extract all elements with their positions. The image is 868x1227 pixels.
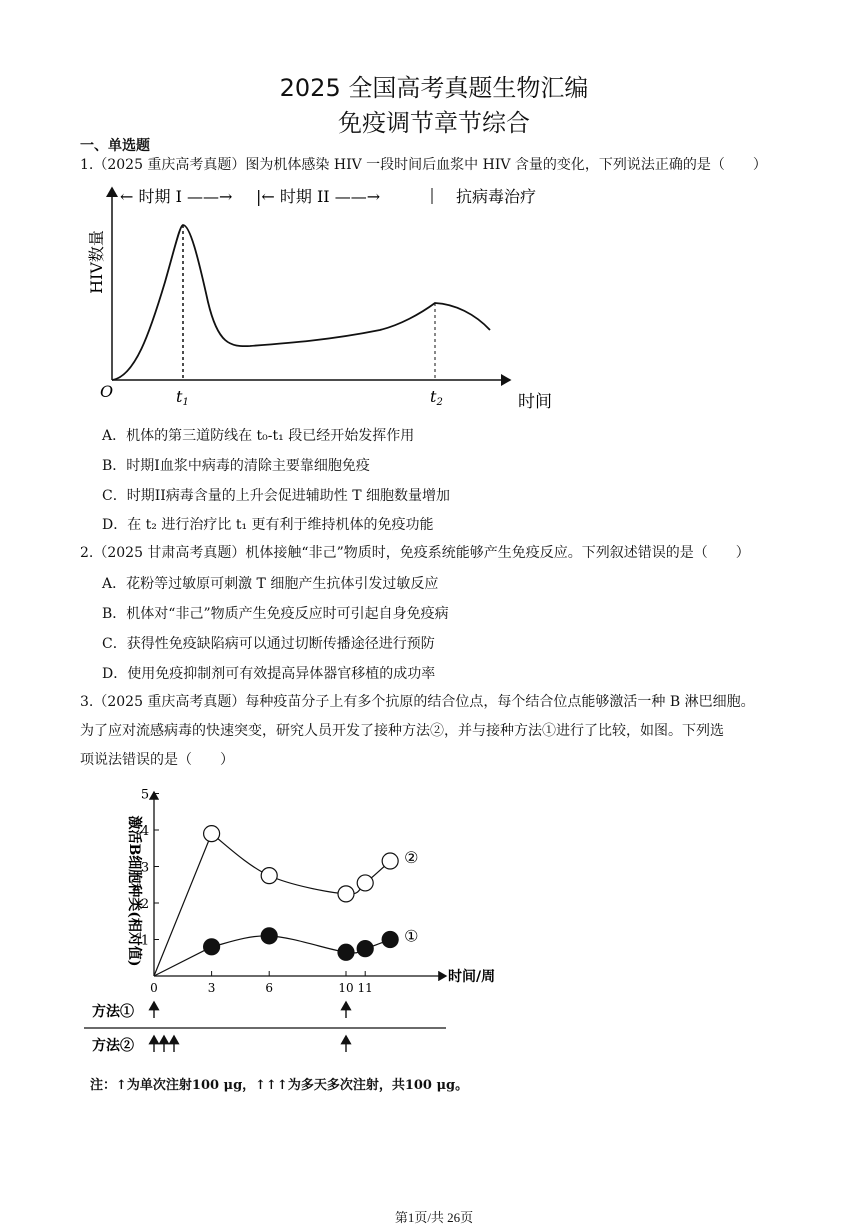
- y-tick-label: 5: [140, 788, 150, 803]
- q1-x-label: 时间: [518, 392, 552, 412]
- y-tick-label: 1: [140, 933, 150, 949]
- page-footer: 第1页/共 26页: [394, 1210, 474, 1225]
- doc-subtitle: 免疫调节章节综合: [338, 109, 530, 137]
- x-tick-label: 0: [150, 981, 158, 995]
- q3-note: 注：↑为单次注射100 μg，↑↑↑为多天多次注射，共100 μg。: [90, 1078, 469, 1093]
- data-point: [204, 939, 220, 955]
- series-label: ①: [404, 926, 419, 946]
- data-point: [357, 875, 373, 891]
- x-tick-label: 6: [265, 981, 274, 995]
- q2-option-d[interactable]: D．使用免疫抑制剂可有效提高异体器官移植的成功率: [102, 666, 436, 682]
- q1-period2: |← 时期 II ——→: [256, 187, 381, 206]
- data-point: [261, 928, 277, 944]
- data-point: [382, 932, 398, 948]
- series-label: ②: [404, 848, 419, 868]
- q1-option-c[interactable]: C．时期II病毒含量的上升会促进辅助性 T 细胞数量增加: [102, 488, 451, 504]
- x-tick-label: 10: [338, 981, 354, 995]
- method1-label: 方法①: [92, 1004, 134, 1020]
- x-tick-label: 11: [357, 981, 373, 995]
- section-heading: 一、单选题: [80, 138, 150, 154]
- q3-b-cell-chart: [80, 788, 500, 1068]
- q3-x-axis-label: 时间/周: [448, 969, 496, 985]
- q2-option-b[interactable]: B．机体对“非己”物质产生免疫反应时可引起自身免疫病: [102, 606, 449, 622]
- q1-y-label: HIV数量: [87, 230, 106, 294]
- q2-option-a[interactable]: A．花粉等过敏原可刺激 T 细胞产生抗体引发过敏反应: [102, 576, 439, 592]
- q1-t2-label: t2: [430, 387, 443, 408]
- q1-hiv-figure: [80, 182, 560, 412]
- q3-stem-line2: 为了应对流感病毒的快速突变，研究人员开发了接种方法②，并与接种方法①进行了比较，如图。下列选: [80, 723, 724, 739]
- q3-stem-line3: 项说法错误的是（ ）: [80, 752, 234, 768]
- q2-option-c[interactable]: C．获得性免疫缺陷病可以通过切断传播途径进行预防: [102, 636, 435, 652]
- data-point: [338, 944, 354, 960]
- data-point: [382, 853, 398, 869]
- data-point: [204, 826, 220, 842]
- q1-period1: ← 时期 I ——→: [120, 187, 233, 206]
- y-tick-label: 4: [140, 824, 150, 839]
- data-point: [338, 886, 354, 902]
- q1-option-a[interactable]: A．机体的第三道防线在 t₀-t₁ 段已经开始发挥作用: [102, 428, 415, 444]
- q2-stem: 2.（2025 甘肃高考真题）机体接触“非己”物质时，免疫系统能够产生免疫反应。下列叙述错误的是（ ）: [80, 545, 750, 561]
- data-point: [261, 868, 277, 884]
- q1-stem: 1.（2025 重庆高考真题）图为机体感染 HIV 一段时间后血浆中 HIV 含量的变化，下列说法正确的是（ ）: [80, 157, 767, 173]
- y-tick-label: 3: [140, 860, 150, 876]
- y-tick-label: 2: [140, 897, 150, 912]
- q1-t1-label: t1: [176, 387, 189, 408]
- series-origin-line: [154, 947, 212, 976]
- doc-title: 2025 全国高考真题生物汇编: [279, 74, 589, 102]
- q1-option-d[interactable]: D．在 t₂ 进行治疗比 t₁ 更有利于维持机体的免疫功能: [102, 517, 434, 533]
- q1-hiv-curve: [112, 225, 490, 380]
- q1-origin: O: [100, 382, 114, 401]
- q1-treatment: 抗病毒治疗: [456, 187, 537, 206]
- series-origin-line: [154, 834, 212, 976]
- data-point: [357, 941, 373, 957]
- method2-label: 方法②: [92, 1038, 134, 1054]
- q1-option-b[interactable]: B．时期I血浆中病毒的清除主要靠细胞免疫: [102, 458, 370, 474]
- x-tick-label: 3: [207, 981, 216, 995]
- q3-stem-line1: 3.（2025 重庆高考真题）每种疫苗分子上有多个抗原的结合位点，每个结合位点能够激活一种 B 淋巴细胞。: [80, 694, 755, 710]
- q3-y-axis-label: 激活B细胞种类(相对值): [126, 815, 142, 967]
